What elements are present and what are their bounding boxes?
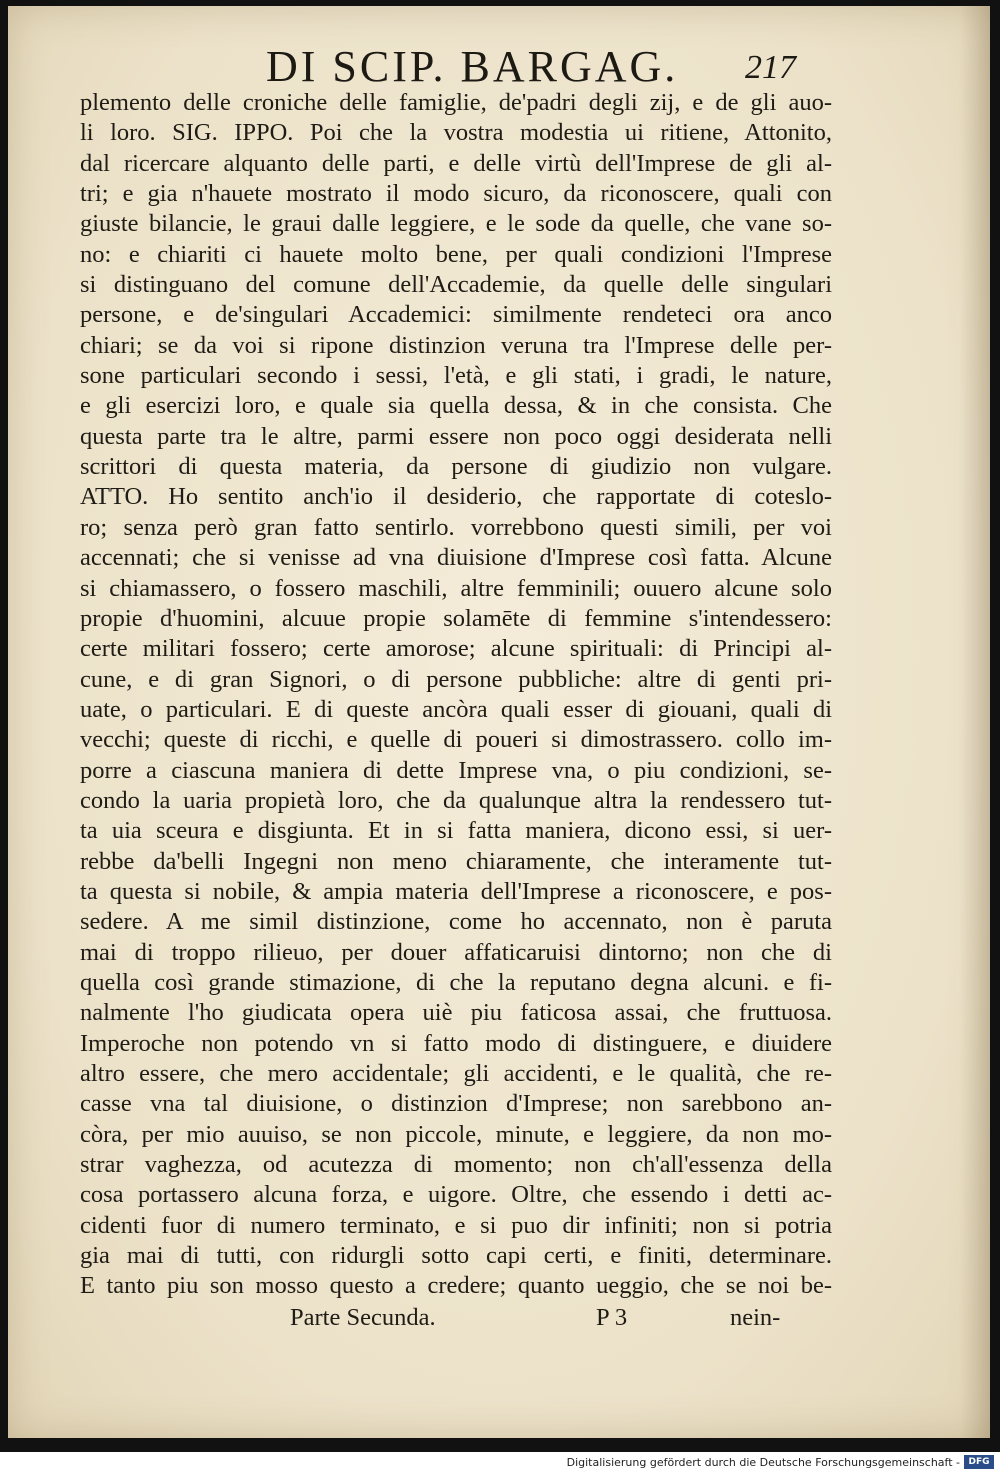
text-line: certe militari fossero; certe amorose; alcune spirituali: di Principi al- — [80, 635, 832, 663]
text-line: sone particulari secondo i sessi, l'età, e gli stati, i gradi, le nature, — [80, 362, 832, 390]
text-line: nalmente l'ho giudicata opera uiè piu faticosa assai, che fruttuosa. — [80, 999, 832, 1027]
page-header — [266, 42, 826, 92]
body-text — [80, 88, 832, 1302]
text-line: strar vaghezza, od acutezza di momento; non ch'all'essenza della — [80, 1151, 832, 1179]
text-line: plemento delle croniche delle famiglie, de'padri degli zij, e de gli auo- — [80, 89, 832, 116]
text-line: si distinguano del comune dell'Accademie, da quelle delle singulari — [80, 271, 832, 299]
text-line: ATTO. Ho sentito anch'io il desiderio, che rapportate di coteslo- — [80, 483, 832, 511]
text-line: mai di troppo rilieuo, per douer affaticaruisi dintorno; non che di — [80, 938, 832, 966]
text-line: tri; e gia n'hauete mostrato il modo sicuro, da riconoscere, quali con — [80, 180, 832, 208]
dfg-logo: DFG — [964, 1455, 994, 1469]
text-line: cosa portassero alcuna forza, e uigore. Oltre, che essendo i detti ac- — [80, 1181, 832, 1209]
page-footer — [290, 1298, 790, 1338]
text-line: giuste bilancie, le graui dalle leggiere, e le sode da quelle, che vane so- — [80, 210, 832, 238]
catchword: nein- — [730, 1304, 781, 1331]
book-page — [8, 6, 990, 1438]
text-line: li loro. SIG. IPPO. Poi che la vostra modestia ui ritiene, Attonito, — [80, 119, 832, 147]
running-head: DI SCIP. BARGAG. — [266, 42, 679, 91]
text-line: ro; senza però gran fatto sentirlo. vorrebbono questi simili, per voi — [80, 513, 832, 541]
text-line: altro essere, che mero accidentale; gli accidenti, e le qualità, che re- — [80, 1060, 832, 1087]
text-line: còra, per mio auuiso, se non piccole, minute, e leggiere, da non mo- — [80, 1120, 832, 1148]
text-line: chiari; se da voi si ripone distinzion veruna tra l'Imprese delle per- — [80, 331, 832, 359]
digitization-bar — [0, 1452, 1000, 1473]
text-line: condo la uaria propietà loro, che da qualunque altra la rendessero tut- — [80, 786, 832, 814]
text-line: ta uia sceura e disgiunta. Et in si fatta maniera, dicono essi, si uer- — [80, 817, 832, 845]
text-line: casse vna tal diuisione, o distinzion d'Imprese; non sarebbono an- — [80, 1090, 832, 1118]
text-line: uate, o particulari. E di queste ancòra quali esser di giouani, quali di — [80, 695, 832, 723]
page-edge-shadow — [960, 6, 990, 1438]
text-line: cune, e di gran Signori, o di persone pubbliche: altre di genti pri- — [80, 665, 832, 693]
text-line: si chiamassero, o fossero maschili, altre femminili; ouuero alcune solo — [80, 574, 832, 602]
text-line: e gli esercizi loro, e quale sia quella dessa, & in che consista. Che — [80, 392, 832, 420]
text-line: quella così grande stimazione, di che la reputano degna alcuni. e fi- — [80, 968, 832, 996]
text-line: sedere. A me simil distinzione, come ho accennato, non è paruta — [80, 908, 832, 936]
text-line: scrittori di questa materia, da persone di giudizio non vulgare. — [80, 453, 832, 481]
part-label: Parte Secunda. — [290, 1304, 436, 1331]
text-line: rebbe da'belli Ingegni non meno chiaramente, che interamente tut- — [80, 847, 832, 875]
text-line: dal ricercare alquanto delle parti, e delle virtù dell'Imprese de gli al- — [80, 149, 832, 177]
text-line: ta questa si nobile, & ampia materia dell'Imprese a riconoscere, e pos- — [80, 877, 832, 905]
text-line: propie d'huomini, alcuue propie solamēte di femmine s'intendessero: — [80, 604, 832, 632]
text-line: persone, e de'singulari Accademici: similmente rendeteci ora anco — [80, 301, 832, 329]
text-line: cidenti fuor di numero terminato, e si puo dir infiniti; non si potria — [80, 1211, 832, 1239]
page-number: 217 — [745, 49, 796, 86]
text-line: no: e chiariti ci hauete molto bene, per quali condizioni l'Imprese — [80, 240, 832, 268]
text-line: Imperoche non potendo vn si fatto modo di distinguere, e diuidere — [80, 1029, 832, 1057]
text-line: E tanto piu son mosso questo a credere; quanto ueggio, che se noi be- — [80, 1272, 832, 1300]
digitization-note: Digitalisierung gefördert durch die Deutsche Forschungsgemeinschaft - — [566, 1456, 960, 1469]
signature-mark: P 3 — [596, 1304, 628, 1331]
text-line: porre a ciascuna maniera di dette Imprese vna, o piu condizioni, se- — [80, 756, 832, 784]
text-line: gia mai di tutti, con ridurgli sotto capi certi, e finiti, determinare. — [80, 1242, 832, 1270]
text-line: questa parte tra le altre, parmi essere non poco oggi desiderata nelli — [80, 422, 832, 450]
text-line: accennati; che si venisse ad vna diuisione d'Imprese così fatta. Alcune — [80, 544, 832, 572]
text-line: vecchi; queste di ricchi, e quelle di poueri si dimostrassero. collo im- — [80, 726, 832, 754]
